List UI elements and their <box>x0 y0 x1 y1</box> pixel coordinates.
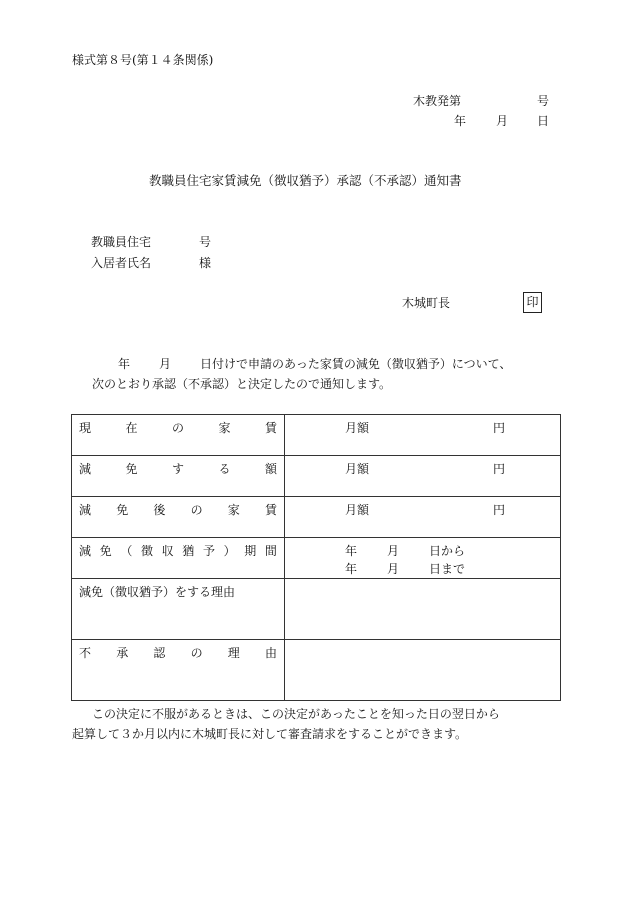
monthly-label: 月額 <box>345 462 370 476</box>
label-char: す <box>171 462 184 476</box>
body-line2: 次のとおり承認（不承認）と決定したので通知します。 <box>92 377 392 391</box>
seal-mark: 印 <box>523 292 542 313</box>
row-label-current-rent <box>72 415 285 456</box>
label-char: の <box>171 421 184 435</box>
row-label-reduction-amount <box>72 456 285 497</box>
label-char: （ <box>120 544 133 558</box>
table-row <box>72 640 561 701</box>
row-label-period <box>72 538 285 579</box>
label-char: 免 <box>116 503 129 517</box>
table-row <box>72 538 561 579</box>
yen-unit: 円 <box>493 421 506 435</box>
row-value-rent-after <box>285 497 561 538</box>
period-from-month: 月 <box>387 544 400 558</box>
table-row <box>72 415 561 456</box>
row-value-reason <box>285 579 561 640</box>
label-char: 収 <box>161 544 174 558</box>
decision-table <box>71 414 561 701</box>
label-char: ） <box>223 544 236 558</box>
label-char: 賃 <box>264 503 277 517</box>
period-to-month: 月 <box>387 562 400 576</box>
row-value-current-rent <box>285 415 561 456</box>
label-char: 減 <box>79 462 92 476</box>
period-from-year: 年 <box>345 544 358 558</box>
table-row <box>72 456 561 497</box>
form-number: 様式第８号(第１４条関係) <box>72 53 214 67</box>
period-from-day: 日から <box>429 544 466 558</box>
label-char: の <box>190 503 203 517</box>
label-char: 理 <box>227 646 240 660</box>
monthly-label: 月額 <box>345 503 370 517</box>
label-char: 期 <box>244 544 257 558</box>
label-char: 予 <box>202 544 215 558</box>
footer-line2: 起算して３か月以内に木城町長に対して審査請求をすることができます。 <box>72 727 468 741</box>
doc-number-suffix: 号 <box>537 94 550 108</box>
monthly-label: 月額 <box>345 421 370 435</box>
row-value-rejection-reason <box>285 640 561 701</box>
period-to-year: 年 <box>345 562 358 576</box>
body-month: 月 <box>159 357 172 371</box>
house-label: 教職員住宅 <box>91 235 152 249</box>
label-char: 家 <box>218 421 231 435</box>
label-char: 在 <box>125 421 138 435</box>
table-row <box>72 579 561 640</box>
label-char: 承 <box>116 646 129 660</box>
label-char: 認 <box>153 646 166 660</box>
label-char: 徴 <box>140 544 153 558</box>
date-day: 日 <box>537 114 550 128</box>
table-row <box>72 497 561 538</box>
row-label-rejection-reason <box>72 640 285 701</box>
label-char: 現 <box>79 421 92 435</box>
label-text: 減免（徴収猶予）をする理由 <box>79 585 236 599</box>
body-line1: 日付けで申請のあった家賃の減免（徴収猶予）について、 <box>200 357 512 371</box>
label-char: 免 <box>125 462 138 476</box>
sender-name: 木城町長 <box>402 296 451 310</box>
row-label-reason <box>72 579 285 640</box>
date-year: 年 <box>454 114 467 128</box>
row-value-reduction-amount <box>285 456 561 497</box>
label-char: 減 <box>79 503 92 517</box>
tenant-suffix: 様 <box>199 256 212 270</box>
label-char: 由 <box>264 646 277 660</box>
document-title: 教職員住宅家賃減免（徴収猶予）承認（不承認）通知書 <box>149 173 462 188</box>
period-to-day: 日まで <box>429 562 466 576</box>
house-suffix: 号 <box>199 235 212 249</box>
yen-unit: 円 <box>493 462 506 476</box>
label-char: の <box>190 646 203 660</box>
label-char: 免 <box>99 544 112 558</box>
doc-number-prefix: 木教発第 <box>413 94 462 108</box>
label-char: 家 <box>227 503 240 517</box>
label-char: る <box>218 462 231 476</box>
body-year: 年 <box>118 357 131 371</box>
label-char: 後 <box>153 503 166 517</box>
label-char: 猶 <box>182 544 195 558</box>
date-month: 月 <box>496 114 509 128</box>
label-char: 間 <box>264 544 277 558</box>
tenant-label: 入居者氏名 <box>91 256 152 270</box>
label-char: 額 <box>264 462 277 476</box>
label-char: 不 <box>79 646 92 660</box>
footer-line1: この決定に不服があるときは、この決定があったことを知った日の翌日から <box>92 707 500 721</box>
label-char: 減 <box>79 544 92 558</box>
row-label-rent-after <box>72 497 285 538</box>
row-value-period <box>285 538 561 579</box>
yen-unit: 円 <box>493 503 506 517</box>
label-char: 賃 <box>264 421 277 435</box>
